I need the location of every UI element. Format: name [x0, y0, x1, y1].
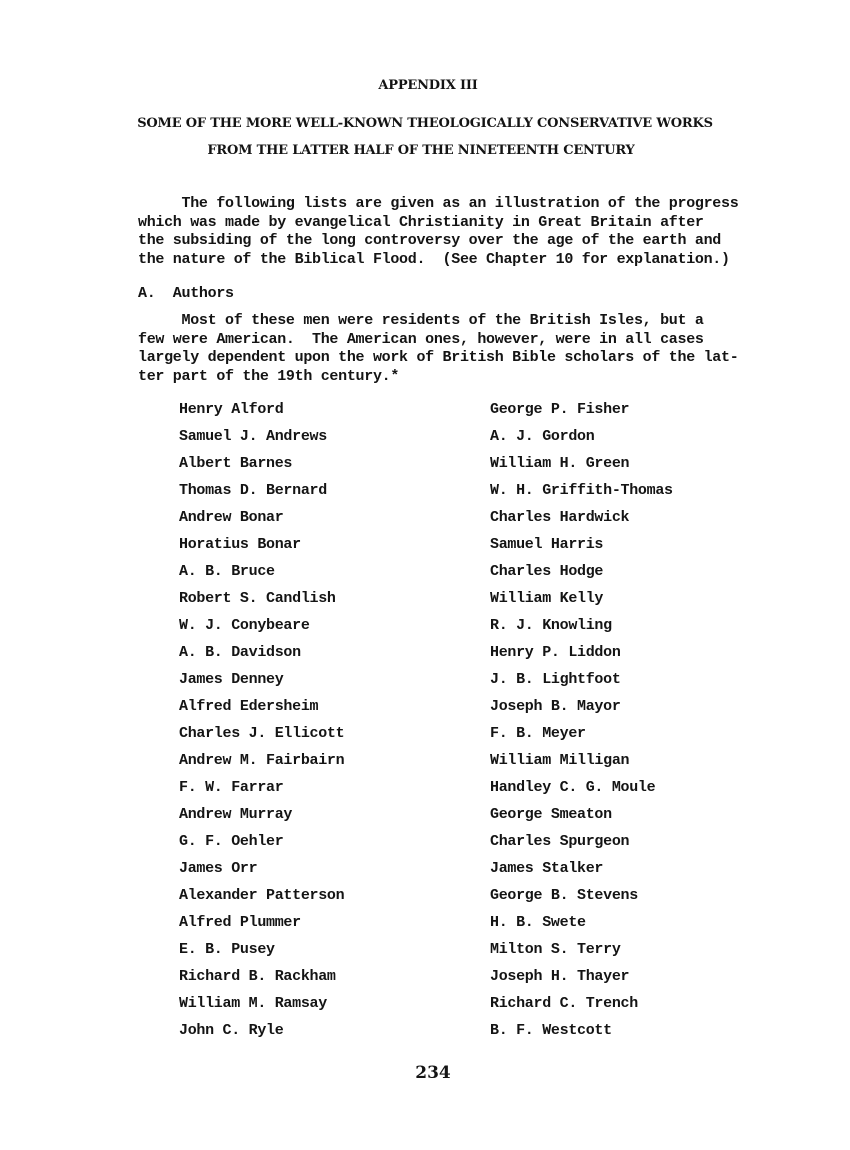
author-name: Handley C. G. Moule: [490, 779, 656, 796]
author-name: Richard B. Rackham: [179, 968, 336, 985]
author-name: Andrew Bonar: [179, 509, 284, 526]
title-line-2: FROM THE LATTER HALF OF THE NINETEENTH CENTURY: [207, 143, 635, 158]
author-name: Samuel J. Andrews: [179, 428, 327, 445]
author-name: Henry P. Liddon: [490, 644, 621, 661]
author-name: Henry Alford: [179, 401, 284, 418]
author-name: Charles J. Ellicott: [179, 725, 345, 742]
author-name: H. B. Swete: [490, 914, 586, 931]
authors-list-left: [179, 400, 344, 1048]
author-name: Horatius Bonar: [179, 536, 301, 553]
author-name: Charles Hardwick: [490, 509, 630, 526]
appendix-heading: APPENDIX III: [378, 78, 478, 93]
author-name: William Kelly: [490, 590, 604, 607]
intro-paragraph: The following lists are given as an illustration of the progress which was made by evangelical Christianity in Great Britain after the subsiding of the long controversy over the age of the earth and the nature of the Biblical Flood. (See Chapter 10 for explanation.): [138, 195, 739, 268]
author-name: Alfred Edersheim: [179, 698, 319, 715]
section-a-heading: A. Authors: [138, 285, 234, 302]
author-name: W. H. Griffith-Thomas: [490, 482, 673, 499]
author-name: George Smeaton: [490, 806, 612, 823]
author-name: G. F. Oehler: [179, 833, 284, 850]
author-name: George B. Stevens: [490, 887, 638, 904]
author-name: F. W. Farrar: [179, 779, 284, 796]
author-name: F. B. Meyer: [490, 725, 586, 742]
author-name: R. J. Knowling: [490, 617, 612, 634]
author-name: A. J. Gordon: [490, 428, 595, 445]
page-number: 234: [415, 1063, 451, 1083]
author-name: Charles Spurgeon: [490, 833, 630, 850]
author-name: Alexander Patterson: [179, 887, 345, 904]
author-name: Andrew M. Fairbairn: [179, 752, 345, 769]
author-name: William M. Ramsay: [179, 995, 327, 1012]
author-name: John C. Ryle: [179, 1022, 284, 1039]
author-name: William Milligan: [490, 752, 630, 769]
author-name: James Stalker: [490, 860, 604, 877]
authors-list-right: [490, 400, 673, 1048]
author-name: Robert S. Candlish: [179, 590, 336, 607]
author-name: Samuel Harris: [490, 536, 604, 553]
author-name: James Denney: [179, 671, 284, 688]
author-name: George P. Fisher: [490, 401, 630, 418]
author-name: Alfred Plummer: [179, 914, 301, 931]
author-name: Andrew Murray: [179, 806, 293, 823]
author-name: James Orr: [179, 860, 258, 877]
authors-note-paragraph: Most of these men were residents of the British Isles, but a few were American. The American ones, however, were in all cases largely dependent upon the work of British Bible scholars of the lat- ter part of the 19th century.*: [138, 312, 739, 385]
author-name: William H. Green: [490, 455, 630, 472]
author-name: Milton S. Terry: [490, 941, 621, 958]
author-name: J. B. Lightfoot: [490, 671, 621, 688]
author-name: Charles Hodge: [490, 563, 604, 580]
author-name: E. B. Pusey: [179, 941, 275, 958]
author-name: Richard C. Trench: [490, 995, 638, 1012]
author-name: Joseph H. Thayer: [490, 968, 630, 985]
title-line-1: SOME OF THE MORE WELL-KNOWN THEOLOGICALLY CONSERVATIVE WORKS: [137, 116, 713, 131]
author-name: W. J. Conybeare: [179, 617, 310, 634]
author-name: B. F. Westcott: [490, 1022, 612, 1039]
author-name: A. B. Davidson: [179, 644, 301, 661]
author-name: Thomas D. Bernard: [179, 482, 327, 499]
author-name: A. B. Bruce: [179, 563, 275, 580]
author-name: Joseph B. Mayor: [490, 698, 621, 715]
author-name: Albert Barnes: [179, 455, 293, 472]
